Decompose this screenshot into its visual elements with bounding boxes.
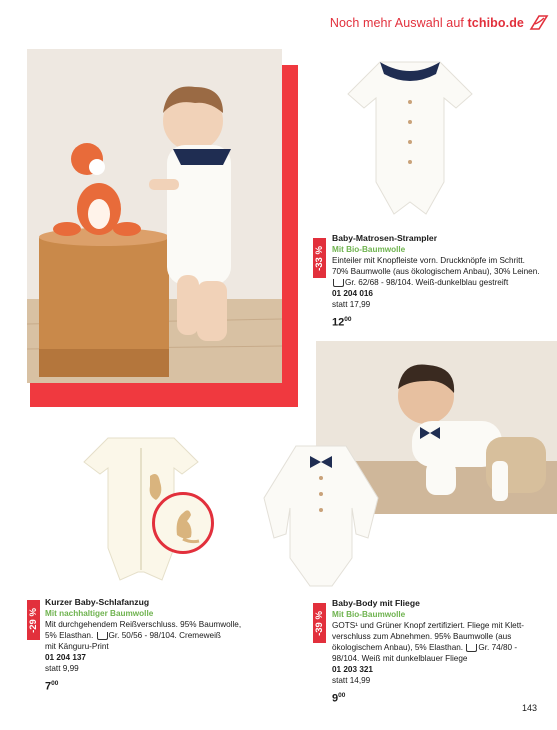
bowtie-body-info bbox=[332, 598, 554, 705]
washing-icon bbox=[466, 644, 477, 652]
product-subtitle: Mit nachhaltiger Baumwolle bbox=[45, 609, 154, 618]
product-title: Baby-Matrosen-Strampler bbox=[332, 233, 438, 243]
washing-icon bbox=[97, 632, 108, 640]
product-title: Baby-Body mit Fliege bbox=[332, 598, 420, 608]
more-selection-link[interactable] bbox=[300, 14, 550, 32]
price: $7^{00}$ bbox=[45, 680, 59, 693]
product-desc: 98/104. Weiß mit dunkelblauer Fliege bbox=[332, 654, 468, 663]
sailor-romper-info bbox=[332, 233, 554, 329]
old-price: statt 17,99 bbox=[332, 300, 371, 309]
product-desc: Gr. 74/80 - bbox=[478, 643, 518, 652]
price: $12^{00}$ bbox=[332, 316, 352, 329]
price: $9^{00}$ bbox=[332, 692, 346, 705]
article-number: 01 204 016 bbox=[332, 289, 373, 298]
sailor-romper-product-image bbox=[340, 52, 480, 220]
old-price: statt 14,99 bbox=[332, 676, 371, 685]
product-desc: Mit durchgehendem Reißverschluss. 95% Baumwolle, bbox=[45, 620, 242, 629]
sleepsuit-info bbox=[45, 597, 285, 693]
article-number: 01 204 137 bbox=[45, 653, 86, 662]
product-subtitle: Mit Bio-Baumwolle bbox=[332, 610, 406, 619]
product-desc: ökologischem Anbau), 5% Elasthan. bbox=[332, 643, 464, 652]
kangaroo-print-detail bbox=[152, 492, 214, 554]
product-desc: Einteiler mit Knopfleiste vorn. Druckknöpfe im Schritt. bbox=[332, 256, 525, 265]
product-desc: GOTS¹ und Grüner Knopf zertifiziert. Fliege mit Klett- bbox=[332, 621, 525, 630]
product-title: Kurzer Baby-Schlafanzug bbox=[45, 597, 150, 607]
bowtie-body-product-image bbox=[256, 438, 386, 590]
baby-sailor-photo bbox=[27, 49, 282, 383]
discount-tag: -33 % bbox=[313, 238, 326, 278]
article-number: 01 203 321 bbox=[332, 665, 373, 674]
washing-icon bbox=[333, 279, 344, 287]
product-subtitle: Mit Bio-Baumwolle bbox=[332, 245, 406, 254]
product-desc: mit Känguru-Print bbox=[45, 642, 109, 651]
tchibo-bean-logo-icon bbox=[528, 14, 550, 32]
discount-tag: -29 % bbox=[27, 600, 40, 640]
product-desc: Gr. 50/56 - 98/104. Cremeweiß bbox=[108, 631, 221, 640]
product-desc: 70% Baumwolle (aus ökologischem Anbau), 30% Leinen. bbox=[332, 267, 540, 276]
product-desc: verschluss zum Abnehmen. 95% Baumwolle (aus bbox=[332, 632, 512, 641]
product-desc: 5% Elasthan. bbox=[45, 631, 94, 640]
more-selection-text: Noch mehr Auswahl auf tchibo.de bbox=[329, 16, 524, 30]
old-price: statt 9,99 bbox=[45, 664, 79, 673]
product-desc: Gr. 62/68 - 98/104. Weiß-dunkelblau gestreift bbox=[345, 278, 509, 287]
discount-tag: -39 % bbox=[313, 603, 326, 643]
page-number: 143 bbox=[521, 703, 537, 713]
